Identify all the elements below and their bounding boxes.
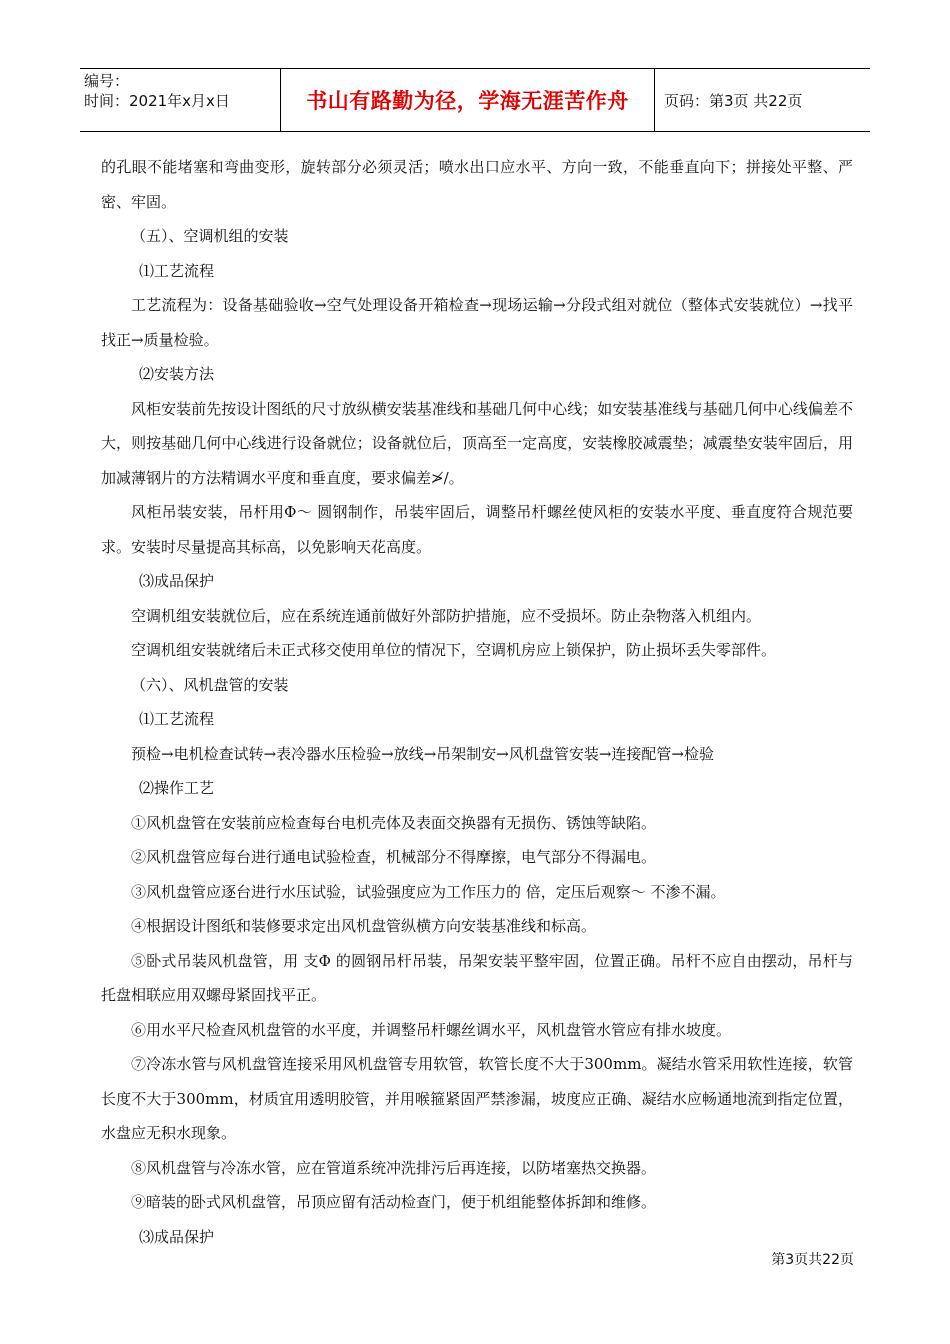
subsection-heading: ⑴工艺流程 bbox=[139, 710, 215, 728]
subsection-heading: ⑵操作工艺 bbox=[139, 779, 215, 797]
list-item: ⑦冷冻水管与风机盘管连接采用风机盘管专用软管，软管长度不大于300mm。凝结水管采用软性连接，软管长度不大于300mm，材质宜用透明胶管，并用喉箍紧固严禁渗漏，坡度应正确、凝结水应畅通地流到指定位置，水盘应无积水现象。 bbox=[101, 1055, 853, 1142]
document-body bbox=[101, 150, 853, 1254]
paragraph: 的孔眼不能堵塞和弯曲变形，旋转部分必须灵活；喷水出口应水平、方向一致，不能垂直向下；拼接处平整、严密、牢固。 bbox=[101, 158, 853, 211]
document-header bbox=[80, 68, 870, 132]
section-heading: （六）、风机盘管的安装 bbox=[131, 675, 289, 694]
subsection-heading: ⑶成品保护 bbox=[139, 1227, 215, 1246]
paragraph: 风柜安装前先按设计图纸的尺寸放纵横安装基准线和基础几何中心线；如安装基准线与基础几何中心线偏差不大，则按基础几何中心线进行设备就位；设备就位后，顶高至一定高度，安装橡胶减震垫；减震垫安装牢固后，用加减薄钢片的方法精调水平度和垂直度，要求偏差≯/。 bbox=[101, 399, 853, 487]
header-page-info bbox=[655, 69, 870, 131]
list-item: ①风机盘管在安装前应检查每台电机壳体及表面交换器有无损伤、锈蚀等缺陷。 bbox=[131, 813, 657, 832]
paragraph: 风柜吊装安装，吊杆用Φ～ 圆钢制作，吊装牢固后，调整吊杆螺丝使风柜的安装水平度、垂直度符合规范要求。安装时尽量提高其标高，以免影响天花高度。 bbox=[101, 503, 853, 556]
list-item: ⑤卧式吊装风机盘管，用 支Φ 的圆钢吊杆吊装，吊架安装平整牢固，位置正确。吊杆不应自由摆动，吊杆与托盘相联应用双螺母紧固找平正。 bbox=[101, 951, 853, 1004]
footer-page-number: 第3页共22页 bbox=[771, 1252, 854, 1268]
list-item: ④根据设计图纸和装修要求定出风机盘管纵横方向安装基准线和标高。 bbox=[131, 917, 597, 935]
list-item: ②风机盘管应每台进行通电试验检查，机械部分不得摩擦，电气部分不得漏电。 bbox=[131, 848, 657, 866]
date-label: 时间：2021年x月x日 bbox=[84, 92, 230, 110]
page-footer bbox=[771, 1249, 854, 1269]
motto-text: 书山有路勤为径，学海无涯苦作舟 bbox=[306, 89, 629, 113]
header-motto-cell bbox=[281, 69, 655, 131]
list-item: ⑨暗装的卧式风机盘管，吊顶应留有活动检查门，便于机组能整体拆卸和维修。 bbox=[131, 1193, 657, 1211]
paragraph: 预检→电机检查试转→表冷器水压检验→放线→吊架制安→风机盘管安装→连接配管→检验 bbox=[131, 744, 714, 763]
header-meta bbox=[80, 69, 281, 131]
list-item: ⑥用水平尺检查风机盘管的水平度，并调整吊杆螺丝调水平，风机盘管水管应有排水坡度。 bbox=[131, 1020, 732, 1039]
subsection-heading: ⑶成品保护 bbox=[139, 572, 215, 590]
paragraph: 空调机组安装就绪后未正式移交使用单位的情况下，空调机房应上锁保护，防止损坏丢失零部件。 bbox=[131, 641, 777, 659]
paragraph: 空调机组安装就位后，应在系统连通前做好外部防护措施，应不受损坏。防止杂物落入机组内。 bbox=[131, 606, 762, 625]
section-heading: （五）、空调机组的安装 bbox=[131, 227, 289, 245]
subsection-heading: ⑵安装方法 bbox=[139, 365, 215, 383]
serial-number-label: 编号： bbox=[84, 72, 130, 90]
subsection-heading: ⑴工艺流程 bbox=[139, 261, 215, 280]
page-info-text: 页码：第3页 共22页 bbox=[664, 91, 803, 110]
list-item: ⑧风机盘管与冷冻水管，应在管道系统冲洗排污后再连接，以防堵塞热交换器。 bbox=[131, 1158, 657, 1177]
paragraph: 工艺流程为：设备基础验收→空气处理设备开箱检查→现场运输→分段式组对就位（整体式安装就位）→找平找正→质量检验。 bbox=[101, 296, 853, 349]
list-item: ③风机盘管应逐台进行水压试验，试验强度应为工作压力的 倍，定压后观察～ 不渗不漏。 bbox=[131, 882, 726, 901]
